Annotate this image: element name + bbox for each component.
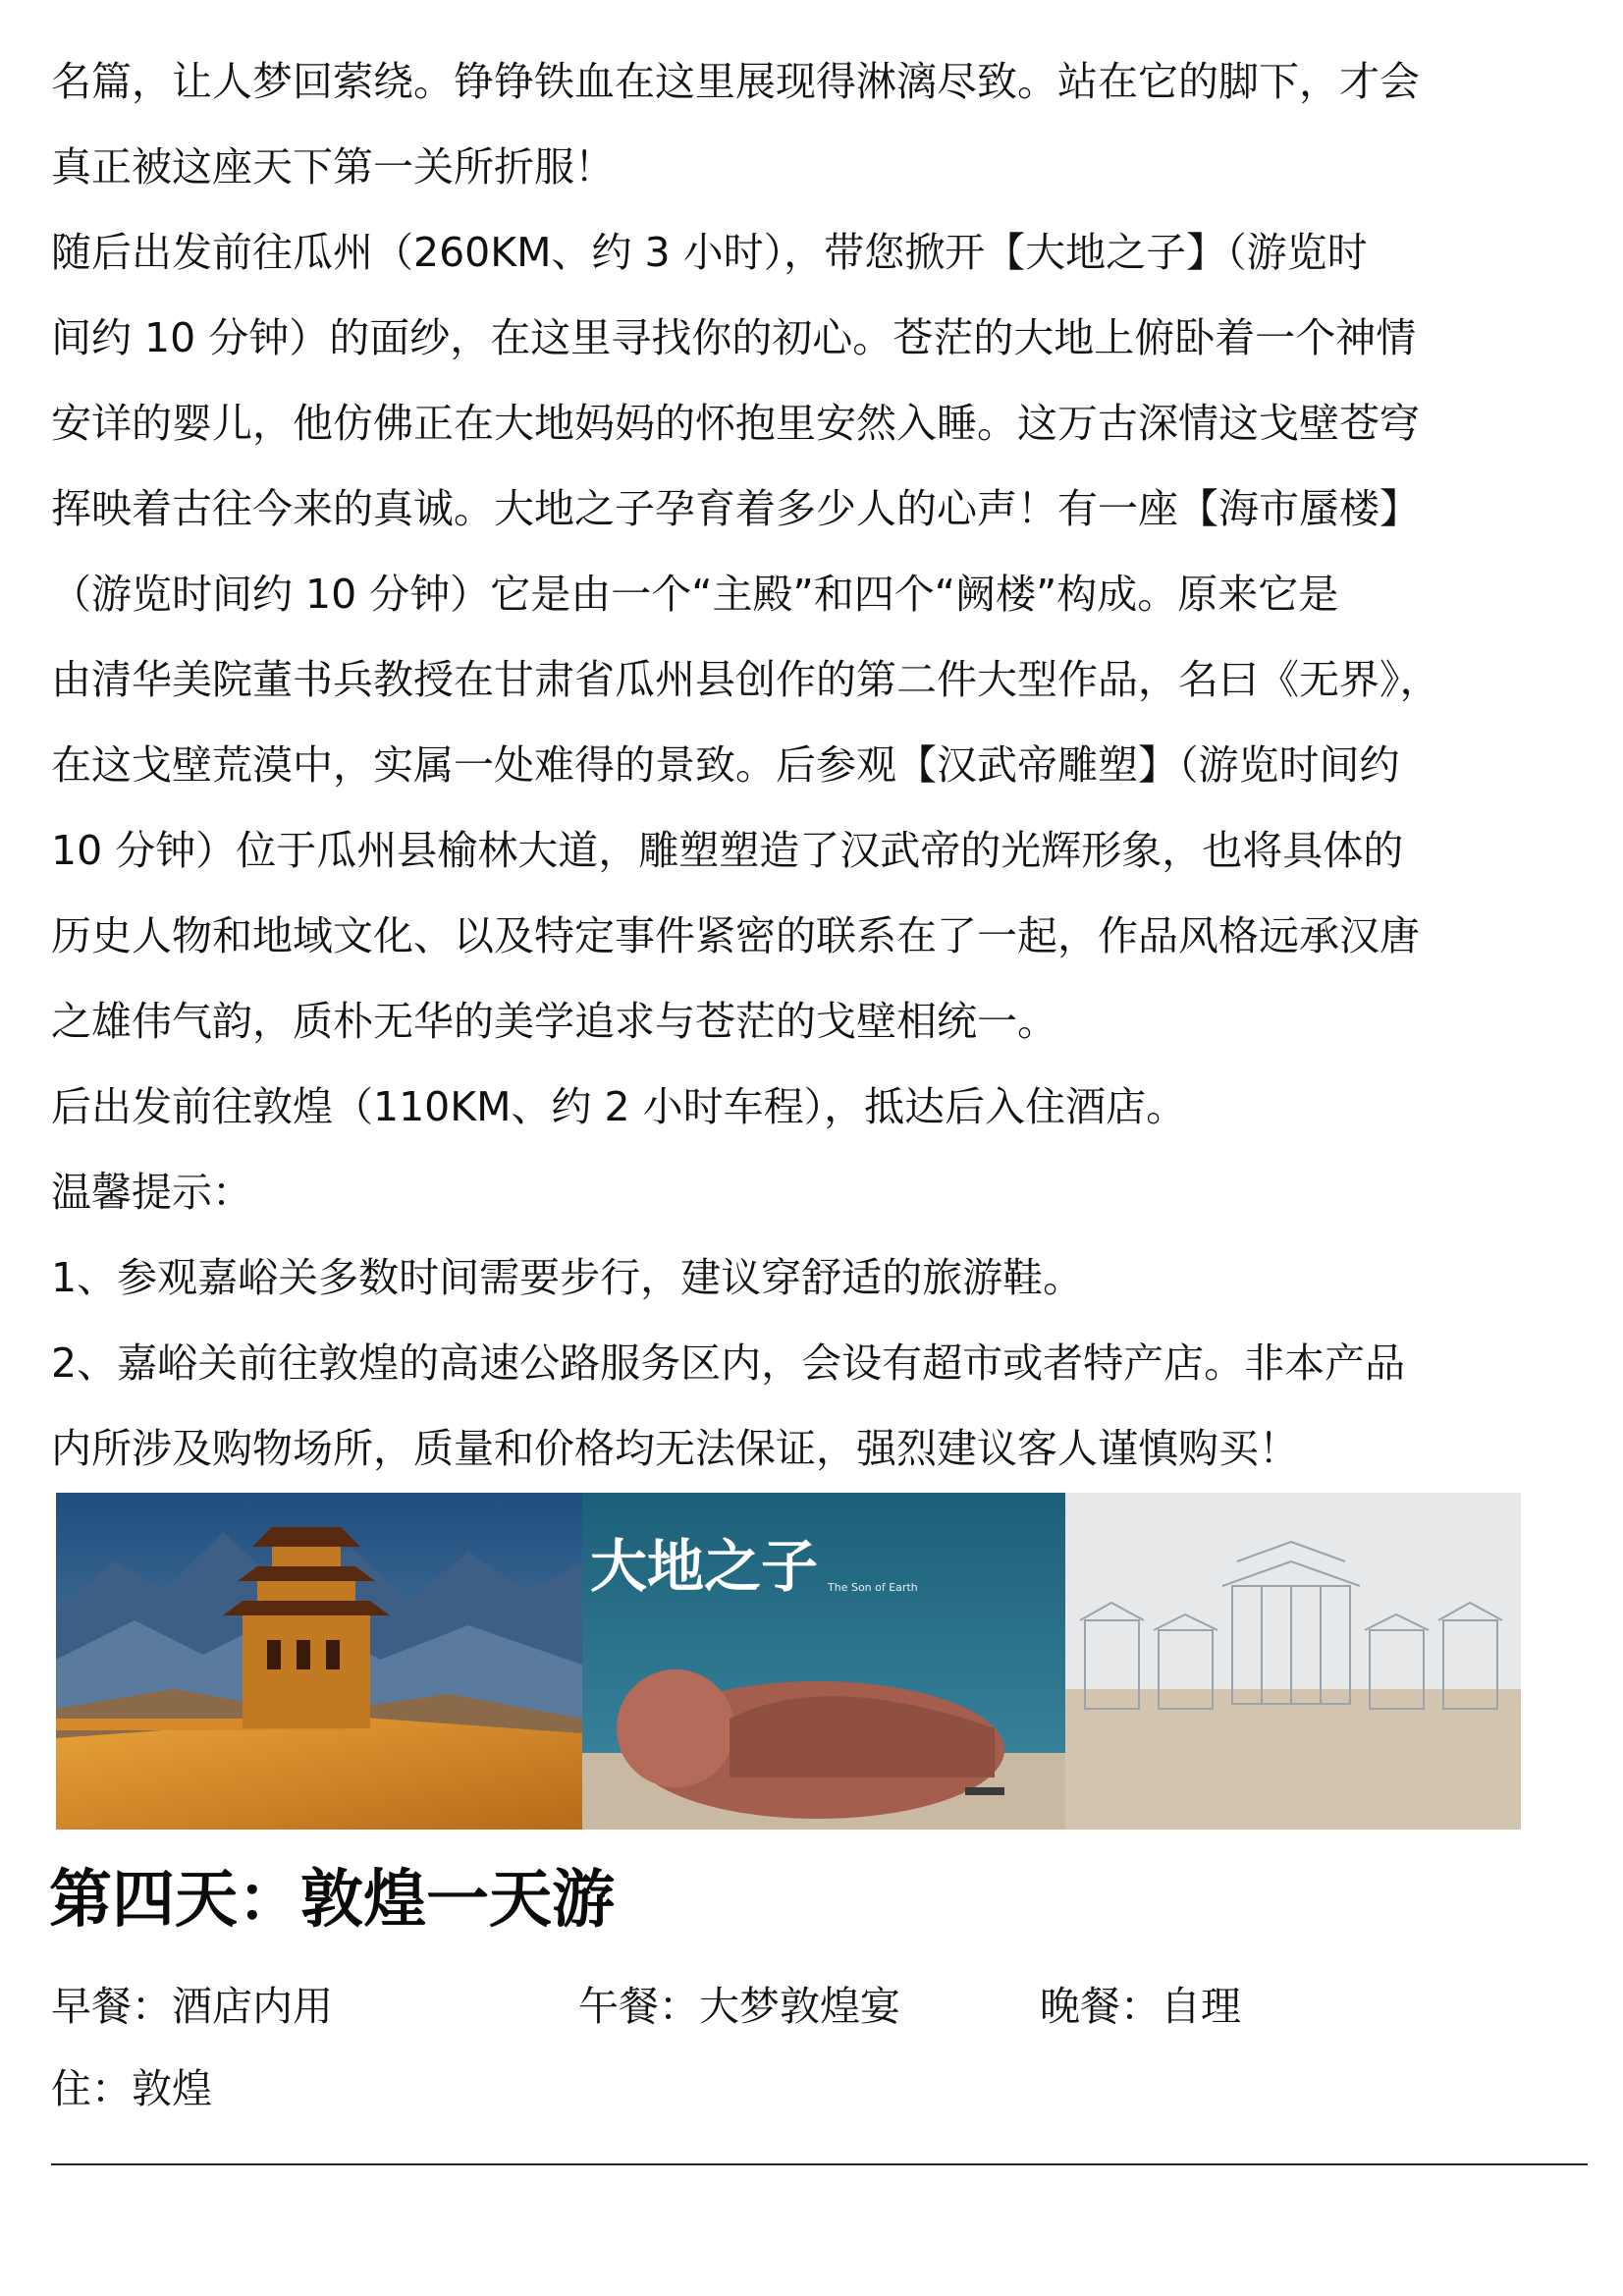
day-title: 第四天：敦煌一天游 xyxy=(49,1864,615,1937)
text-line: 历史人物和地域文化、以及特定事件紧密的联系在了一起，作品风格远承汉唐 xyxy=(51,912,1420,959)
text-line: 安详的婴儿，他仿佛正在大地妈妈的怀抱里安然入睡。这万古深情这戈壁苍穹 xyxy=(51,400,1420,447)
tip-item: 1、参观嘉峪关多数时间需要步行，建议穿舒适的旅游鞋。 xyxy=(51,1254,1084,1301)
photo-caption: 大地之子 xyxy=(590,1533,819,1600)
dinner-info: 晚餐：自理 xyxy=(1040,1983,1241,2030)
son-of-earth-photo xyxy=(582,1493,1065,1830)
text-line: 10 分钟）位于瓜州县榆林大道，雕塑塑造了汉武帝的光辉形象，也将具体的 xyxy=(51,827,1404,874)
photo-subcaption: The Son of Earth xyxy=(828,1581,918,1594)
meals-row xyxy=(51,1967,1583,2046)
divider-line xyxy=(51,2163,1588,2165)
tips-heading: 温馨提示： xyxy=(51,1169,252,1216)
text-line: 挥映着古往今来的真诚。大地之子孕育着多少人的心声！有一座【海市蜃楼】 xyxy=(51,485,1420,532)
breakfast-info: 早餐：酒店内用 xyxy=(51,1983,333,2030)
text-line: 真正被这座天下第一关所折服！ xyxy=(51,143,615,191)
tip-item: 内所涉及购物场所，质量和价格均无法保证，强烈建议客人谨慎购买！ xyxy=(51,1425,1299,1472)
photo-strip xyxy=(56,1493,1521,1830)
text-line: 随后出发前往瓜州（260KM、约 3 小时），带您掀开【大地之子】（游览时 xyxy=(51,229,1368,276)
accommodation-info: 住：敦煌 xyxy=(51,2065,212,2112)
text-line: 在这戈壁荒漠中，实属一处难得的景致。后参观【汉武帝雕塑】（游览时间约 xyxy=(51,741,1400,789)
jiayuguan-fort-photo xyxy=(56,1493,582,1830)
mirage-sculpture-photo xyxy=(1065,1493,1521,1830)
text-line: 由清华美院董书兵教授在甘肃省瓜州县创作的第二件大型作品，名曰《无界》， xyxy=(51,656,1440,703)
text-line: 间约 10 分钟）的面纱，在这里寻找你的初心。苍茫的大地上俯卧着一个神情 xyxy=(51,314,1417,361)
son-of-earth-image xyxy=(582,1493,1065,1830)
text-line: 名篇，让人梦回萦绕。铮铮铁血在这里展现得淋漓尽致。站在它的脚下，才会 xyxy=(51,58,1420,105)
itinerary-text-block xyxy=(51,39,1583,1492)
tip-item: 2、嘉峪关前往敦煌的高速公路服务区内，会设有超市或者特产店。非本产品 xyxy=(51,1339,1406,1387)
text-line: 之雄伟气韵，质朴无华的美学追求与苍茫的戈壁相统一。 xyxy=(51,998,1057,1045)
lunch-info: 午餐：大梦敦煌宴 xyxy=(578,1983,900,2030)
text-line: 后出发前往敦煌（110KM、约 2 小时车程），抵达后入住酒店。 xyxy=(51,1083,1187,1130)
jiayuguan-fort-image xyxy=(56,1493,582,1830)
mirage-sculpture-image xyxy=(1065,1493,1521,1830)
text-line: （游览时间约 10 分钟）它是由一个“主殿”和四个“阙楼”构成。原来它是 xyxy=(51,571,1339,618)
